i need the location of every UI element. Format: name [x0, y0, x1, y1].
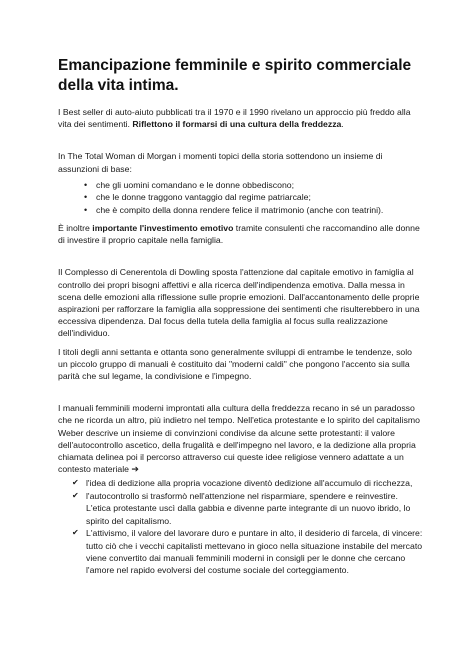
- list-item: • che le donne traggono vantaggio dal regime patriarcale;: [84, 191, 424, 203]
- investment-bold-text: importante l'investimento emotivo: [92, 223, 234, 234]
- checkmark-icon: ✔: [72, 490, 79, 500]
- dowling-paragraph: Il Complesso di Cenerentola di Dowling sposta l'attenzione dal capitale emotivo in famiglia al controllo dei propri bisogni affettivi e alla ricerca dell'indipendenza emotiva. Dalla messa in scena delle emozioni alla riflessione sulle proprie emozioni. Dall'accantonamento delle proprie aspirazioni per rafforzare la famiglia alla soppressione dei sentimenti che risulterebbero in una eccessiva dipendenza. Dal focus della tutela della famiglia al focus sulla realizzazione dell'individuo.: [58, 267, 420, 339]
- weber-text: I manuali femminili moderni improntati alla cultura della freddezza recano in sé un paradosso che ne ricorda un altro, più indietro nel tempo. Nell'etica protestante e lo spirito del capitalismo Weber descrive un insieme di convinzioni condivise da alcune sette protestanti: il valore dell'autocontrollo ascetico, della frugalità e dell'impegno nel lavoro, e la dedizione alla propria chiamata delinea poi il percorso attraverso cui queste idee religiose vennero adattate a un contesto materiale: [58, 403, 420, 475]
- intro-bold-text: Riflettono il formarsi di una cultura della freddezza: [132, 119, 342, 130]
- list-item: [72, 527, 424, 577]
- list-item: • che gli uomini comandano e le donne obbediscono;: [84, 179, 424, 191]
- list-item-text: l'idea di dedizione alla propria vocazione diventò dedizione all'accumulo di ricchezza,: [86, 478, 413, 489]
- morgan-paragraph: In The Total Woman di Morgan i momenti topici della storia sottendono un insieme di assunzioni di base:: [58, 151, 383, 174]
- assumptions-list: [58, 179, 424, 216]
- titles-paragraph: I titoli degli anni settanta e ottanta sono generalmente sviluppi di entrambe le tendenze, solo un piccolo gruppo di manuali è costituito dai "moderni caldi" che pongono l'accento sia sulla parità che sul legame, la condivisione e l'impegno.: [58, 346, 413, 382]
- page-title: Emancipazione femminile e spirito commerciale della vita intima.: [58, 57, 412, 94]
- weber-paragraph: [58, 402, 424, 475]
- investment-paragraph: [58, 222, 424, 246]
- intro-paragraph: [58, 106, 424, 130]
- list-item-text: l'autocontrollo si trasformò nell'attenzione nel risparmiare, spendere e reinvestire. L'etica protestante uscì dalla gabbia e divenne parte integrante di un nuovo ibrido, lo spirito del capitalismo.: [86, 490, 411, 526]
- list-item: [72, 477, 424, 489]
- intro-text: I Best seller di auto-aiuto pubblicati tra il 1970 e il 1990 rivelano un approccio più freddo alla vita dei sentimenti.: [58, 107, 411, 130]
- checkmark-icon: ✔: [72, 528, 79, 538]
- checkmark-icon: ✔: [72, 478, 79, 488]
- list-item: [72, 490, 424, 527]
- investment-end: tramite consulenti che raccomandino alle donne di investire il proprio capitale nella famiglia.: [58, 223, 420, 246]
- list-item: • che è compito della donna rendere felice il matrimonio (anche con teatrini).: [84, 204, 424, 216]
- transformations-list: [58, 477, 424, 576]
- arrow-right-icon: ➔: [131, 464, 139, 475]
- list-item-text: L'attivismo, il valore del lavorare duro e puntare in alto, il desiderio di farcela, di vincere: tutto ciò che i vecchi capitalisti mettevano in gioco nella situazione instabile del mercato viene convertito dai manuali femminili moderni in consigli per le donne che cercano l'amore nel rapido evolversi del costume sociale del corteggiamento.: [86, 528, 423, 576]
- investment-start: È inoltre: [58, 223, 93, 234]
- intro-end: .: [341, 119, 344, 130]
